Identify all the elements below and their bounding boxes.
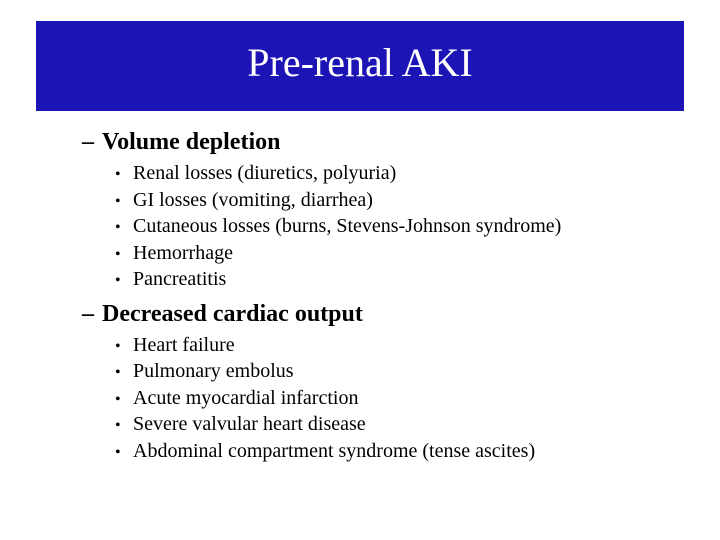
- list-item-text: Renal losses (diuretics, polyuria): [133, 162, 397, 184]
- slide-title: Pre-renal AKI: [247, 40, 473, 85]
- section-heading-text: Volume depletion: [102, 129, 281, 155]
- dash-marker: –: [82, 300, 94, 327]
- list-item-text: Acute myocardial infarction: [133, 386, 359, 409]
- bullet-marker: •: [115, 245, 121, 263]
- section-heading: [82, 296, 702, 332]
- section-decreased-cardiac-output: [82, 296, 702, 465]
- list-item: [115, 385, 702, 412]
- bullet-list: [82, 160, 702, 293]
- title-bar: [36, 21, 684, 111]
- bullet-marker: •: [115, 272, 121, 289]
- bullet-list: [82, 332, 702, 465]
- list-item-text: Heart failure: [133, 333, 235, 356]
- list-item-text: GI losses (vomiting, diarrhea): [133, 188, 373, 211]
- list-item: [115, 213, 702, 240]
- list-item: [115, 438, 702, 465]
- bullet-marker: •: [115, 337, 121, 355]
- list-item: [115, 411, 702, 438]
- list-item: [115, 160, 702, 187]
- list-item: [115, 332, 702, 359]
- slide-content: [82, 124, 702, 464]
- bullet-marker: •: [115, 192, 121, 210]
- bullet-marker: •: [115, 364, 121, 381]
- list-item: [115, 240, 702, 267]
- list-item-text: Abdominal compartment syndrome (tense ascites): [133, 439, 536, 462]
- list-item: [115, 358, 702, 385]
- list-item-text: Cutaneous losses (burns, Stevens-Johnson syndrome): [133, 215, 562, 237]
- section-heading: [82, 124, 702, 160]
- bullet-marker: •: [115, 443, 121, 461]
- list-item-text: Pulmonary embolus: [133, 360, 294, 382]
- bullet-marker: •: [115, 219, 121, 236]
- dash-marker: –: [82, 129, 94, 155]
- list-item-text: Severe valvular heart disease: [133, 413, 366, 435]
- section-heading-text: Decreased cardiac output: [102, 300, 363, 327]
- list-item-text: Pancreatitis: [133, 268, 227, 290]
- bullet-marker: •: [115, 417, 121, 434]
- bullet-marker: •: [115, 166, 121, 183]
- bullet-marker: •: [115, 390, 121, 408]
- list-item: [115, 187, 702, 214]
- list-item: [115, 266, 702, 293]
- section-volume-depletion: [82, 124, 702, 293]
- list-item-text: Hemorrhage: [133, 241, 233, 264]
